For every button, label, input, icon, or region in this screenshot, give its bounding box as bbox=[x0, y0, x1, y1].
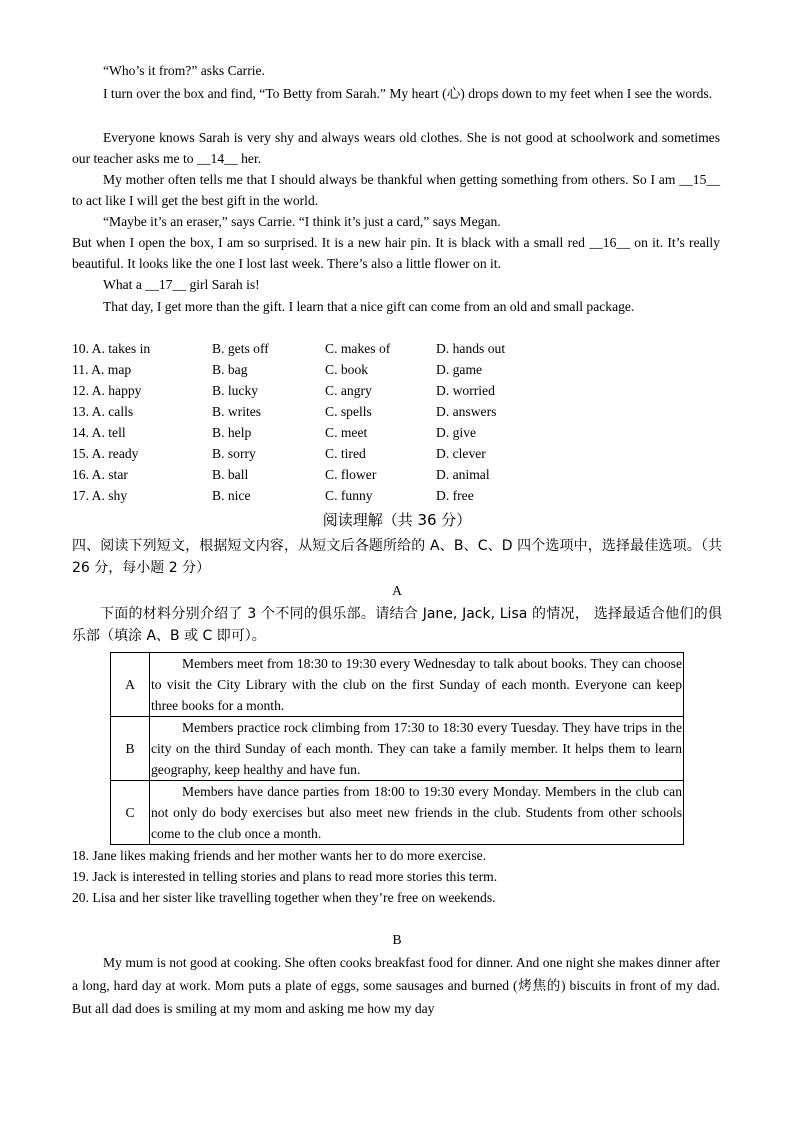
option-b: B. nice bbox=[212, 488, 251, 503]
passage-paragraph: My mother often tells me that I should always be thankful when getting something from others. So I am __15__ to act like I will get the best gift in the world. bbox=[72, 172, 720, 208]
option-a: 12. A. happy bbox=[72, 383, 142, 398]
option-c: C. flower bbox=[325, 467, 377, 482]
passage-paragraph: Everyone knows Sarah is very shy and always wears old clothes. She is not good at schoolwork and sometimes our teacher asks me to __14__ her. bbox=[72, 130, 720, 166]
club-key: A bbox=[111, 653, 150, 717]
option-d: D. free bbox=[436, 488, 474, 503]
passage-paragraph: But when I open the box, I am so surprised. It is a new hair pin. It is black with a small red __16__ on it. It’s really beautiful. It looks like the one I lost last week. There’s also a little flower on it. bbox=[72, 235, 720, 271]
option-c: C. book bbox=[325, 362, 369, 377]
option-b: B. help bbox=[212, 425, 252, 440]
option-d: D. clever bbox=[436, 446, 486, 461]
option-d: D. animal bbox=[436, 467, 490, 482]
club-description: Members have dance parties from 18:00 to 19:30 every Monday. Members in the club can not only do body exercises but also meet new friends in the club. Students from other schools come to the club once a month. bbox=[150, 781, 684, 845]
option-b: B. ball bbox=[212, 467, 249, 482]
option-a: 13. A. calls bbox=[72, 404, 134, 419]
option-b: B. sorry bbox=[212, 446, 256, 461]
passage-paragraph: “Maybe it’s an eraser,” says Carrie. “I think it’s just a card,” says Megan. bbox=[103, 214, 501, 229]
option-a: 14. A. tell bbox=[72, 425, 126, 440]
section-instruction: 四、阅读下列短文，根据短文内容，从短文后各题所给的 A、B、C、D 四个选项中，选择最佳选项。（共 26 分，每小题 2 分） bbox=[72, 538, 722, 576]
option-b: B. bag bbox=[212, 362, 248, 377]
part-b-label: B bbox=[392, 932, 402, 947]
option-c: C. funny bbox=[325, 488, 373, 503]
option-d: D. game bbox=[436, 362, 483, 377]
option-c: C. spells bbox=[325, 404, 372, 419]
table-row bbox=[111, 781, 684, 845]
clubs-table bbox=[110, 652, 684, 845]
club-key: B bbox=[111, 717, 150, 781]
option-d: D. hands out bbox=[436, 341, 506, 356]
option-b: B. gets off bbox=[212, 341, 269, 356]
option-a: 16. A. star bbox=[72, 467, 128, 482]
option-d: D. answers bbox=[436, 404, 497, 419]
option-d: D. worried bbox=[436, 383, 495, 398]
part-a-intro: 下面的材料分别介绍了 3 个不同的俱乐部。请结合 Jane, Jack, Lisa 的情况， 选择最适合他们的俱乐部（填涂 A、B 或 C 即可）。 bbox=[72, 606, 722, 644]
part-b-paragraph: My mum is not good at cooking. She often cooks breakfast food for dinner. And one night she makes dinner after a long, hard day at work. Mom puts a plate of eggs, some sausages and burned (烤焦的) biscuits in front of my dad. But all dad does is smiling at my mom and asking me how my day bbox=[72, 955, 720, 1016]
passage-paragraph: “Who’s it from?” asks Carrie. bbox=[103, 63, 265, 78]
option-c: C. tired bbox=[325, 446, 366, 461]
club-key: C bbox=[111, 781, 150, 845]
question: 20. Lisa and her sister like travelling together when they’re free on weekends. bbox=[72, 890, 496, 905]
club-description: Members meet from 18:30 to 19:30 every Wednesday to talk about books. They can choose to visit the City Library with the club on the first Sunday of each month. Everyone can keep three books for a month. bbox=[150, 653, 684, 717]
part-a-label: A bbox=[392, 583, 402, 598]
option-b: B. lucky bbox=[212, 383, 259, 398]
option-c: C. meet bbox=[325, 425, 368, 440]
question: 19. Jack is interested in telling stories and plans to read more stories this term. bbox=[72, 869, 498, 884]
passage-paragraph: I turn over the box and find, “To Betty from Sarah.” My heart (心) drops down to my feet when I see the words. bbox=[103, 86, 713, 101]
table-row bbox=[111, 653, 684, 717]
passage-paragraph: What a __17__ girl Sarah is! bbox=[103, 277, 260, 292]
option-b: B. writes bbox=[212, 404, 262, 419]
section-title: 阅读理解（共 36 分） bbox=[322, 511, 472, 529]
option-a: 10. A. takes in bbox=[72, 341, 151, 356]
question: 18. Jane likes making friends and her mother wants her to do more exercise. bbox=[72, 848, 487, 863]
option-c: C. angry bbox=[325, 383, 372, 398]
passage-paragraph: That day, I get more than the gift. I learn that a nice gift can come from an old and small package. bbox=[103, 299, 635, 314]
club-description: Members practice rock climbing from 17:30 to 18:30 every Tuesday. They have trips in the city on the third Sunday of each month. They can take a family member. It helps them to learn geography, keep healthy and have fun. bbox=[150, 717, 684, 781]
option-c: C. makes of bbox=[325, 341, 391, 356]
table-row bbox=[111, 717, 684, 781]
option-d: D. give bbox=[436, 425, 477, 440]
option-a: 15. A. ready bbox=[72, 446, 139, 461]
option-a: 11. A. map bbox=[72, 362, 132, 377]
option-a: 17. A. shy bbox=[72, 488, 128, 503]
